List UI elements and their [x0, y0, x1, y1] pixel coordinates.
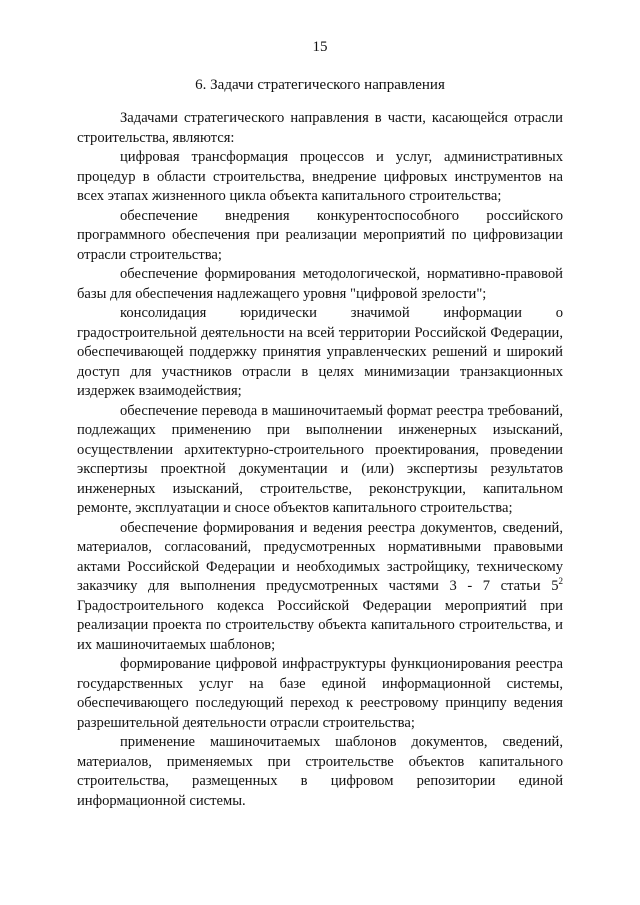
task-paragraph: цифровая трансформация процессов и услуг, административных процедур в области строительства, внедрение цифровых инструментов на всех этапах жизненного цикла объекта капитального строительства;: [77, 149, 563, 204]
task-paragraph: обеспечение внедрения конкурентоспособного российского программного обеспечения при реализации мероприятий по цифровизации отрасли строительства;: [77, 207, 563, 263]
document-body: [77, 109, 563, 811]
task-paragraph: формирование цифровой инфраструктуры функционирования реестра государственных услуг на базе единой информационной системы, обеспечивающего последующий переход к реестровому принципу ведения разрешительной деятельности отрасли строительства;: [77, 656, 563, 731]
paragraph-text: обеспечение формирования и ведения реестра документов, сведений, материалов, согласований, предусмотренных нормативными правовыми актами Российской Федерации и необходимых застройщику, техническому заказчику для выполнения предусмотренных частями 3 - 7 статьи 5: [77, 519, 563, 594]
task-paragraph: применение машиночитаемых шаблонов документов, сведений, материалов, применяемых при строительстве объектов капитального строительства, размещенных в цифровом репозитории единой информационной системы.: [77, 734, 563, 809]
task-paragraph: консолидация юридически значимой информации о градостроительной деятельности на всей территории Российской Федерации, обеспечивающей поддержку принятия управленческих решений и широкий доступ для участников отрасли в целях минимизации транзакционных издержек взаимодействия;: [77, 305, 563, 399]
task-paragraph: обеспечение формирования методологической, нормативно-правовой базы для обеспечения надлежащего уровня "цифровой зрелости";: [77, 266, 563, 302]
task-paragraph: обеспечение перевода в машиночитаемый формат реестра требований, подлежащих применению при выполнении инженерных изысканий, осуществлении архитектурно-строительного проектирования, проведении экспертизы проектной документации и (или) экспертизы результатов инженерных изысканий, строительстве, реконструкции, капитальном ремонте, эксплуатации и сносе объектов капитального строительства;: [77, 402, 563, 516]
task-paragraph: [77, 519, 563, 656]
paragraph-text: Градостроительного кодекса Российской Федерации мероприятий при реализации проекта по строительству объекта капитального строительства, и их машиночитаемых шаблонов;: [77, 597, 563, 653]
intro-paragraph: Задачами стратегического направления в части, касающейся отрасли строительства, являются:: [77, 110, 563, 146]
section-title: 6. Задачи стратегического направления: [195, 77, 445, 93]
superscript: 2: [558, 576, 563, 587]
page-number: 15: [312, 39, 328, 55]
